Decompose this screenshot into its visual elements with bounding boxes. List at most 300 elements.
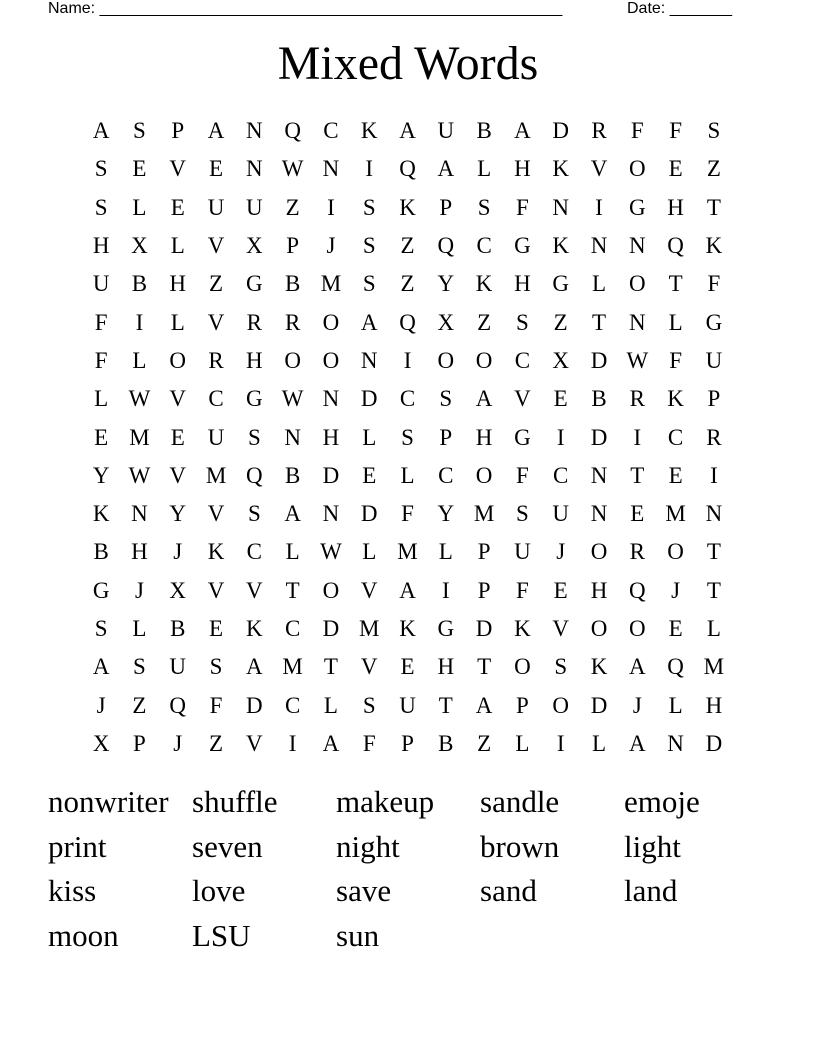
grid-letter: L [362, 424, 377, 450]
grid-letter: O [628, 271, 646, 297]
grid-letter: V [169, 462, 187, 488]
name-field: Name: ____________________________________________________ [48, 0, 563, 17]
grid-letter: A [322, 730, 340, 756]
grid-letter: X [169, 577, 187, 603]
grid-letter: V [207, 233, 225, 259]
grid-letter: A [437, 156, 455, 182]
grid-letter: K [590, 654, 608, 680]
grid-letter: O [667, 539, 684, 565]
word-list-item: seven [192, 828, 263, 864]
grid-row [82, 686, 733, 724]
grid-letter: U [246, 194, 263, 220]
page-title: Mixed Words [277, 37, 539, 90]
grid-letter: R [706, 424, 722, 450]
grid-letter: O [437, 347, 455, 373]
grid-row [82, 189, 733, 227]
grid-letter: T [285, 577, 300, 603]
grid-letter: P [516, 692, 529, 718]
grid-letter: E [668, 156, 683, 182]
grid-letter: N [322, 386, 340, 412]
grid-letter: L [170, 309, 185, 335]
grid-letter: G [437, 616, 455, 641]
word-list-item: print [48, 828, 107, 864]
grid-letter: W [320, 539, 342, 565]
grid-letter: D [322, 616, 340, 641]
grid-letter: G [628, 194, 646, 220]
grid-letter: L [668, 309, 683, 335]
grid-letter: P [439, 194, 453, 220]
grid-letter: N [284, 424, 301, 450]
grid-letter: J [134, 577, 144, 603]
grid-letter: Y [437, 501, 455, 527]
grid-letter: H [475, 424, 493, 450]
grid-letter: G [705, 309, 723, 335]
grid-letter: V [169, 156, 187, 182]
grid-letter: P [707, 386, 721, 412]
grid-letter: O [475, 462, 493, 488]
grid-letter: M [665, 501, 686, 527]
grid-letter: C [514, 347, 531, 373]
grid-row [82, 725, 733, 763]
grid-letter: V [590, 156, 608, 182]
grid-letter: R [246, 309, 262, 335]
grid-letter: Q [667, 233, 684, 259]
grid-letter: J [173, 730, 183, 756]
grid-letter: S [401, 424, 414, 450]
grid-letter: O [590, 616, 608, 641]
grid-letter: I [327, 194, 335, 220]
grid-letter: L [515, 730, 530, 756]
grid-letter: D [322, 462, 340, 488]
grid-letter: B [284, 271, 301, 297]
grid-letter: E [668, 616, 683, 641]
grid-letter: B [93, 539, 109, 565]
word-list-item: light [624, 828, 681, 864]
grid-letter: P [133, 730, 146, 756]
date-field: Date: _______ [627, 0, 732, 17]
grid-letter: Q [284, 118, 301, 144]
grid-letter: H [514, 271, 531, 297]
grid-letter: F [707, 271, 721, 297]
grid-row [82, 112, 733, 150]
grid-letter: S [133, 654, 146, 680]
grid-letter: T [630, 462, 645, 488]
grid-letter: S [362, 194, 376, 220]
grid-letter: F [94, 309, 108, 335]
grid-letter: N [628, 233, 646, 259]
grid-letter: I [135, 309, 144, 335]
grid-letter: B [170, 616, 186, 641]
grid-letter: K [552, 233, 570, 259]
grid-letter: G [246, 271, 263, 297]
grid-letter: E [400, 654, 415, 680]
grid-letter: C [667, 424, 684, 450]
grid-row [82, 150, 733, 188]
grid-letter: L [132, 347, 147, 373]
grid-letter: X [131, 233, 148, 259]
grid-letter: H [131, 539, 148, 565]
grid-row [82, 610, 733, 648]
grid-letter: S [94, 616, 108, 641]
grid-letter: L [706, 616, 721, 641]
grid-letter: O [322, 347, 340, 373]
grid-letter: H [437, 654, 455, 680]
grid-letter: H [92, 233, 110, 259]
grid-letter: E [553, 386, 568, 412]
grid-letter: O [475, 347, 493, 373]
grid-letter: K [207, 539, 225, 565]
grid-letter: F [516, 462, 529, 488]
word-list-item: LSU [192, 917, 251, 953]
grid-letter: P [477, 539, 491, 565]
grid-letter: C [399, 386, 416, 412]
grid-row [82, 572, 733, 610]
grid-letter: T [323, 654, 338, 680]
grid-letter: R [591, 118, 607, 144]
grid-letter: F [94, 347, 108, 373]
word-list-item: kiss [48, 873, 97, 908]
grid-letter: H [705, 692, 723, 718]
grid-letter: D [360, 501, 378, 527]
grid-letter: E [668, 462, 683, 488]
grid-letter: A [475, 386, 493, 412]
grid-letter: B [131, 271, 148, 297]
grid-letter: T [706, 577, 721, 603]
grid-letter: U [705, 347, 723, 373]
grid-row [82, 457, 733, 495]
grid-letter: F [362, 730, 376, 756]
grid-letter: X [246, 233, 263, 259]
grid-letter: D [705, 730, 723, 756]
grid-letter: S [247, 424, 261, 450]
grid-letter: G [514, 424, 531, 450]
grid-row [82, 495, 733, 533]
grid-letter: L [591, 730, 607, 756]
grid-letter: L [362, 539, 377, 565]
grid-letter: C [246, 539, 262, 565]
grid-letter: L [323, 692, 338, 718]
grid-letter: C [438, 462, 454, 488]
grid-letter: Q [246, 462, 263, 488]
grid-letter: N [246, 118, 263, 144]
grid-letter: O [590, 539, 608, 565]
grid-letter: U [552, 501, 570, 527]
grid-letter: D [590, 347, 608, 373]
grid-letter: N [628, 309, 646, 335]
grid-letter: Y [437, 271, 455, 297]
grid-letter: L [170, 233, 185, 259]
grid-letter: K [667, 386, 684, 412]
grid-letter: O [552, 692, 570, 718]
grid-letter: E [553, 577, 568, 603]
grid-letter: S [133, 118, 146, 144]
grid-letter: O [322, 577, 340, 603]
grid-letter: F [669, 118, 682, 144]
grid-letter: C [323, 118, 339, 144]
word-list-item: makeup [336, 784, 435, 819]
grid-letter: K [360, 118, 378, 144]
grid-letter: L [285, 539, 300, 565]
grid-letter: Q [667, 654, 684, 680]
grid-letter: L [591, 271, 607, 297]
grid-letter: I [288, 730, 297, 756]
grid-letter: V [169, 386, 187, 412]
grid-letter: H [667, 194, 684, 220]
grid-letter: I [403, 347, 412, 373]
grid-letter: L [132, 616, 147, 641]
grid-letter: E [170, 194, 185, 220]
word-list-item: moon [48, 917, 119, 953]
grid-letter: K [399, 616, 416, 641]
grid-letter: B [438, 730, 454, 756]
grid-letter: S [94, 156, 108, 182]
grid-letter: Q [399, 309, 416, 335]
grid-letter: G [92, 577, 110, 603]
grid-letter: E [630, 501, 645, 527]
grid-letter: Q [169, 692, 187, 718]
grid-letter: I [633, 424, 642, 450]
grid-letter: R [629, 386, 645, 412]
grid-letter: O [628, 616, 646, 641]
word-list-item: land [624, 873, 678, 908]
grid-letter: H [322, 424, 340, 450]
grid-letter: N [590, 462, 608, 488]
grid-letter: M [703, 654, 725, 680]
grid-letter: S [707, 118, 721, 144]
grid-letter: E [209, 616, 224, 641]
grid-letter: W [281, 156, 304, 182]
grid-letter: A [246, 654, 263, 680]
grid-row [82, 533, 733, 571]
grid-letter: B [284, 462, 301, 488]
grid-letter: Z [553, 309, 568, 335]
grid-letter: R [208, 347, 224, 373]
word-list-item: shuffle [192, 784, 278, 819]
grid-letter: I [595, 194, 603, 220]
grid-letter: X [437, 309, 455, 335]
grid-letter: A [92, 118, 110, 144]
grid-letter: C [476, 233, 492, 259]
grid-letter: Z [477, 730, 492, 756]
grid-letter: C [284, 616, 301, 641]
grid-letter: T [438, 692, 453, 718]
grid-letter: M [397, 539, 418, 565]
word-list-item: emoje [624, 784, 700, 819]
grid-letter: F [669, 347, 682, 373]
grid-letter: F [516, 194, 529, 220]
grid-letter: F [401, 501, 414, 527]
word-list-item: sandle [480, 784, 560, 819]
grid-letter: A [92, 654, 110, 680]
grid-letter: S [94, 194, 108, 220]
grid-row [82, 265, 733, 303]
grid-letter: O [514, 654, 531, 680]
grid-letter: C [208, 386, 224, 412]
grid-letter: A [628, 654, 646, 680]
grid-letter: Q [399, 156, 416, 182]
grid-letter: Z [209, 730, 224, 756]
grid-letter: M [320, 271, 342, 297]
grid-letter: L [94, 386, 109, 412]
grid-row [82, 303, 733, 341]
grid-letter: M [282, 654, 303, 680]
grid-row [82, 342, 733, 380]
grid-letter: J [96, 692, 106, 718]
grid-letter: N [131, 501, 148, 527]
grid-letter: O [628, 156, 646, 182]
grid-letter: E [209, 156, 224, 182]
word-list-item: brown [480, 828, 560, 864]
grid-letter: V [360, 577, 378, 603]
grid-letter: C [284, 692, 301, 718]
word-list-item: sand [480, 873, 537, 908]
grid-letter: Y [169, 501, 187, 527]
grid-letter: L [438, 539, 453, 565]
grid-letter: S [362, 692, 376, 718]
grid-letter: L [477, 156, 492, 182]
grid-letter: Z [285, 194, 300, 220]
grid-letter: L [400, 462, 415, 488]
grid-letter: T [668, 271, 683, 297]
grid-letter: J [326, 233, 336, 259]
grid-letter: S [362, 271, 376, 297]
grid-letter: C [553, 462, 569, 488]
grid-letter: W [626, 347, 649, 373]
grid-letter: X [92, 730, 110, 756]
grid-letter: E [362, 462, 377, 488]
grid-letter: E [94, 424, 109, 450]
grid-letter: A [360, 309, 378, 335]
grid-letter: D [246, 692, 263, 718]
grid-letter: I [365, 156, 374, 182]
grid-letter: S [209, 654, 223, 680]
grid-letter: S [516, 309, 529, 335]
grid-letter: J [671, 577, 681, 603]
grid-row [82, 648, 733, 686]
grid-letter: V [207, 501, 225, 527]
grid-letter: S [362, 233, 376, 259]
grid-letter: U [514, 539, 531, 565]
grid-letter: U [207, 194, 225, 220]
grid-letter: Z [706, 156, 721, 182]
grid-letter: E [132, 156, 147, 182]
grid-letter: K [705, 233, 723, 259]
grid-letter: D [475, 616, 493, 641]
grid-letter: N [590, 501, 608, 527]
word-list-item: night [336, 828, 400, 864]
grid-letter: B [591, 386, 607, 412]
grid-letter: S [477, 194, 491, 220]
grid-letter: U [92, 271, 110, 297]
grid-row [82, 227, 733, 265]
word-list [48, 780, 768, 958]
grid-letter: M [129, 424, 150, 450]
grid-letter: H [246, 347, 263, 373]
grid-letter: W [281, 386, 304, 412]
grid-letter: E [170, 424, 185, 450]
grid-letter: J [556, 539, 566, 565]
grid-letter: I [441, 577, 450, 603]
grid-letter: P [439, 424, 453, 450]
grid-letter: S [554, 654, 568, 680]
grid-letter: H [514, 156, 531, 182]
grid-letter: O [322, 309, 340, 335]
grid-letter: A [207, 118, 225, 144]
grid-letter: F [516, 577, 529, 603]
grid-letter: S [516, 501, 529, 527]
grid-letter: P [171, 118, 185, 144]
grid-letter: T [706, 539, 721, 565]
grid-letter: D [590, 692, 608, 718]
grid-letter: T [591, 309, 607, 335]
grid-letter: U [437, 118, 455, 144]
grid-letter: M [473, 501, 495, 527]
grid-letter: M [205, 462, 227, 488]
grid-letter: V [246, 730, 263, 756]
grid-letter: P [477, 577, 491, 603]
grid-letter: N [590, 233, 608, 259]
grid-letter: H [169, 271, 187, 297]
grid-letter: R [284, 309, 301, 335]
grid-letter: T [477, 654, 492, 680]
grid-letter: D [360, 386, 378, 412]
grid-letter: V [246, 577, 263, 603]
grid-letter: K [552, 156, 570, 182]
letter-grid [82, 112, 733, 763]
grid-letter: N [705, 501, 723, 527]
grid-letter: N [552, 194, 570, 220]
grid-letter: Z [209, 271, 224, 297]
grid-letter: I [556, 424, 565, 450]
grid-letter: J [173, 539, 183, 565]
grid-letter: K [514, 616, 531, 641]
grid-letter: A [284, 501, 301, 527]
word-list-item: love [192, 873, 246, 908]
word-list-item: save [336, 873, 392, 908]
grid-letter: N [360, 347, 378, 373]
header [0, 0, 816, 22]
grid-letter: K [399, 194, 416, 220]
grid-letter: K [92, 501, 110, 527]
grid-letter: T [706, 194, 721, 220]
grid-letter: R [629, 539, 645, 565]
grid-row [82, 380, 733, 418]
grid-letter: O [284, 347, 301, 373]
grid-letter: W [128, 462, 151, 488]
grid-letter: X [552, 347, 570, 373]
grid-letter: Z [132, 692, 147, 718]
grid-letter: Z [400, 233, 415, 259]
grid-letter: Y [92, 462, 110, 488]
grid-letter: G [246, 386, 263, 412]
grid-letter: K [475, 271, 493, 297]
word-list-item: nonwriter [48, 784, 169, 819]
grid-letter: A [399, 118, 416, 144]
grid-letter: A [475, 692, 493, 718]
grid-letter: K [246, 616, 263, 641]
grid-letter: I [556, 730, 565, 756]
grid-letter: P [401, 730, 414, 756]
grid-letter: H [590, 577, 608, 603]
grid-letter: D [552, 118, 570, 144]
word-list-item: sun [336, 917, 380, 953]
grid-letter: F [630, 118, 644, 144]
grid-letter: G [514, 233, 531, 259]
grid-letter: N [322, 156, 340, 182]
grid-letter: U [399, 692, 416, 718]
grid-letter: I [710, 462, 718, 488]
grid-row [82, 418, 733, 456]
